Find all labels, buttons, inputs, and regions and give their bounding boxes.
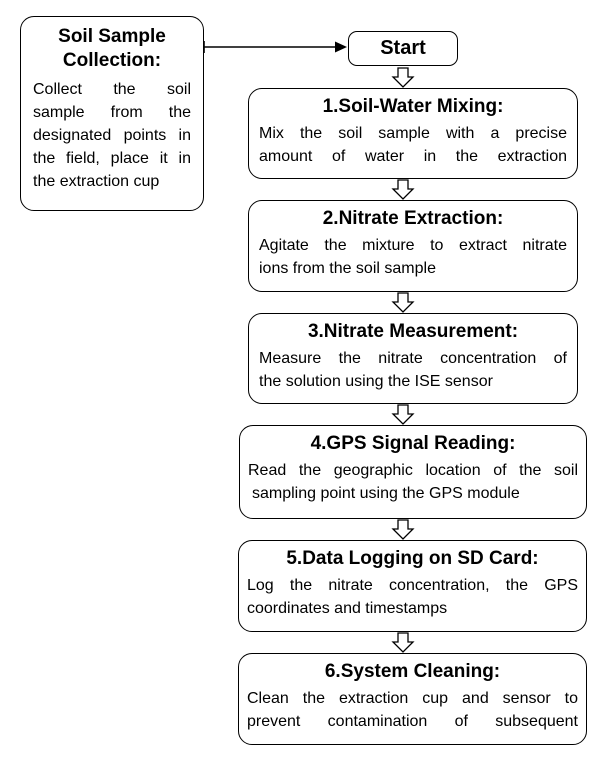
down-arrow-5 xyxy=(393,520,413,539)
step-body xyxy=(259,347,567,393)
step-box-2 xyxy=(248,200,578,292)
step-line: Log the nitrate concentration, the GPS xyxy=(247,577,578,594)
step-box-5 xyxy=(238,540,587,632)
step-line: amount of water in the extraction xyxy=(259,148,567,165)
step-title: 6.System Cleaning: xyxy=(324,661,501,682)
step-line: Agitate the mixture to extract nitrate xyxy=(259,237,567,254)
collection-line: designated points in xyxy=(33,127,191,144)
collection-line: Collect the soil xyxy=(33,81,191,98)
step-line: prevent contamination of subsequent xyxy=(247,713,578,730)
step-body xyxy=(247,574,578,620)
step-line: coordinates and timestamps xyxy=(247,600,448,617)
collection-line: the extraction cup xyxy=(33,173,160,190)
step-body xyxy=(259,122,567,168)
start-box xyxy=(348,31,458,66)
step-line: the solution using the ISE sensor xyxy=(259,373,493,390)
step-line: Mix the soil sample with a precise xyxy=(259,125,567,142)
collection-title: Soil Sample Collection: xyxy=(58,26,166,71)
step-body xyxy=(248,459,578,505)
step-line: Measure the nitrate concentration of xyxy=(259,350,567,367)
step-line: Clean the extraction cup and sensor to xyxy=(247,690,578,707)
step-box-4 xyxy=(239,425,587,519)
collection-box xyxy=(20,16,204,211)
step-title: 1.Soil-Water Mixing: xyxy=(322,96,504,117)
collection-line: the field, place it in xyxy=(33,150,191,167)
collection-body xyxy=(33,78,191,193)
step-body xyxy=(259,234,567,280)
step-box-3 xyxy=(248,313,578,404)
step-box-1 xyxy=(248,88,578,179)
step-title: 3.Nitrate Measurement: xyxy=(307,321,519,342)
step-line: sampling point using the GPS module xyxy=(252,485,520,502)
step-box-6 xyxy=(238,653,587,745)
down-arrow-3 xyxy=(393,293,413,312)
step-line: Read the geographic location of the soil xyxy=(248,462,578,479)
step-body xyxy=(247,687,578,733)
down-arrow-4 xyxy=(393,405,413,424)
down-arrow-1 xyxy=(393,68,413,87)
step-title: 5.Data Logging on SD Card: xyxy=(286,548,539,569)
down-arrow-6 xyxy=(393,633,413,652)
step-line: ions from the soil sample xyxy=(259,260,436,277)
collection-line: sample from the xyxy=(33,104,191,121)
step-title: 2.Nitrate Extraction: xyxy=(322,208,504,229)
step-title: 4.GPS Signal Reading: xyxy=(310,433,516,454)
start-label: Start xyxy=(380,37,426,59)
connector-arrowhead xyxy=(335,42,347,53)
down-arrow-2 xyxy=(393,180,413,199)
